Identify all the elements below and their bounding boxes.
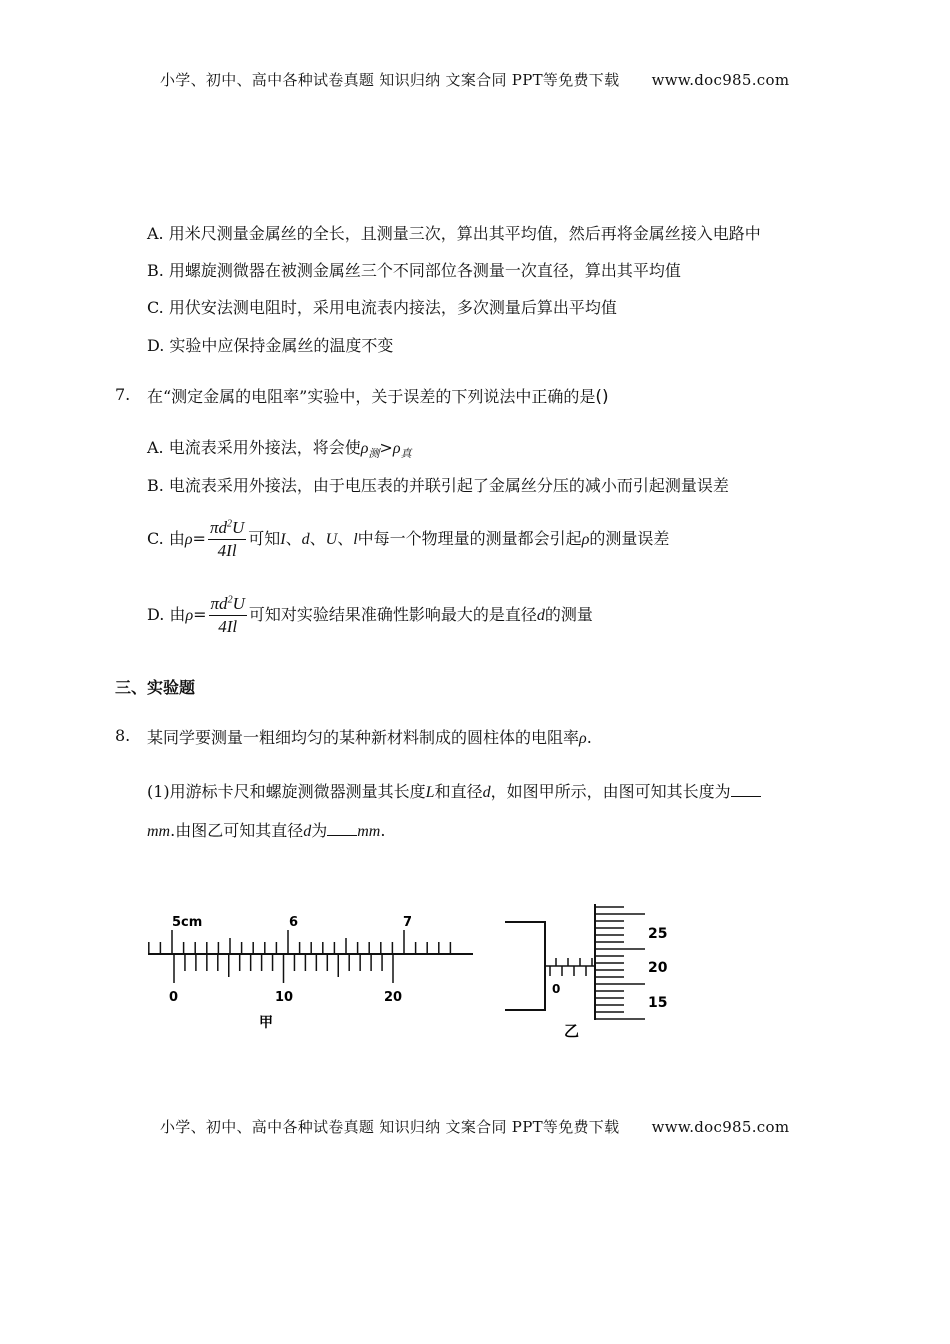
rho-symbol: ρ	[185, 607, 194, 624]
q7-option-d	[147, 594, 593, 637]
thimble-label-20: 20	[648, 960, 668, 976]
q7-option-c	[147, 518, 669, 561]
sleeve-ticks	[550, 958, 592, 976]
q7-option-c-text-3: 的测量误差	[589, 529, 670, 548]
unit-mm: mm	[147, 823, 171, 840]
var-d: d	[303, 823, 312, 840]
rho-symbol: ρ	[392, 440, 401, 457]
q8-part1-text-b: 和直径	[434, 782, 483, 801]
figure-caption-jia: 甲	[259, 1015, 273, 1031]
rho-symbol: ρ	[579, 730, 587, 747]
sleeve-label-0: 0	[552, 982, 561, 996]
page-header	[160, 69, 789, 90]
q8-stem	[147, 725, 592, 748]
q8-number: 8.	[115, 726, 131, 745]
rho-symbol: ρ	[581, 531, 590, 548]
main-label-7: 7	[403, 915, 413, 930]
q7-option-a-text: A. 电流表采用外接法，将会使	[147, 438, 361, 457]
period: .	[586, 728, 592, 747]
formula-exponent: 2	[226, 518, 232, 530]
var-d: d	[301, 531, 310, 548]
period: .	[380, 821, 386, 840]
answer-blank-diameter[interactable]	[327, 821, 357, 836]
thimble-label-25: 25	[648, 926, 668, 942]
subscript-true: 真	[400, 447, 412, 460]
rho-symbol: ρ	[184, 531, 193, 548]
main-label-5cm: 5cm	[172, 915, 203, 930]
figure-caption-yi: 乙	[564, 1022, 580, 1040]
q7-option-d-prefix: D. 由	[147, 605, 186, 624]
answer-paren: ()	[595, 387, 609, 407]
q8-part1-line1	[147, 779, 761, 802]
q8-stem-text: 某同学要测量一粗细均匀的某种新材料制成的圆柱体的电阻率	[147, 728, 580, 747]
main-scale-ticks	[149, 930, 451, 954]
q8-part1-text-d: .由图乙可知其直径	[170, 821, 304, 840]
q8-part1-text-a: (1)用游标卡尺和螺旋测微器测量其长度	[147, 782, 426, 801]
q8-part1-text-c: ，如图甲所示，由图可知其长度为	[490, 782, 731, 801]
q7-option-c-text-2: 中每一个物理量的测量都会引起	[357, 529, 582, 548]
footer-site-link[interactable]: www.doc985.com	[651, 1118, 790, 1136]
q7-option-c-text-1: 可知	[248, 529, 281, 548]
var-d: d	[482, 784, 491, 801]
thimble-label-15: 15	[648, 995, 668, 1011]
q6-option-c: C. 用伏安法测电阻时，采用电流表内接法，多次测量后算出平均值	[147, 298, 617, 317]
q7-stem-text: 在“测定金属的电阻率”实验中，关于误差的下列说法中正确的是	[147, 387, 596, 406]
section-title: 三、实验题	[115, 678, 196, 697]
formula-denominator: 4Il	[217, 541, 237, 560]
q6-option-d: D. 实验中应保持金属丝的温度不变	[147, 336, 394, 355]
q8-part1-text-e: 为	[311, 821, 328, 840]
equals-sign: =	[192, 529, 206, 548]
var-l: l	[353, 531, 358, 548]
unit-mm: mm	[357, 823, 381, 840]
q7-option-d-text-2: 的测量	[544, 605, 593, 624]
equals-sign: =	[193, 605, 207, 624]
separator: 、	[285, 529, 302, 548]
greater-than: >	[379, 438, 393, 457]
vernier-scale-ticks	[174, 954, 393, 983]
separator: 、	[309, 529, 326, 548]
var-d: d	[536, 607, 545, 624]
q7-stem	[147, 384, 609, 407]
formula-numerator-u: U	[231, 518, 245, 537]
formula-numerator: πd	[210, 594, 228, 613]
vernier-caliper-figure	[145, 905, 480, 1040]
main-label-6: 6	[289, 915, 299, 930]
micrometer-frame	[505, 922, 545, 1010]
header-site-link[interactable]: www.doc985.com	[651, 71, 790, 89]
q6-option-a: A. 用米尺测量金属丝的全长，且测量三次，算出其平均值，然后再将金属丝接入电路中	[147, 224, 761, 243]
vernier-label-0: 0	[169, 990, 179, 1005]
var-L: L	[425, 784, 435, 801]
q7-number: 7.	[115, 385, 131, 404]
thimble-ticks	[595, 907, 645, 1019]
resistivity-formula	[209, 594, 247, 637]
formula-denominator: 4Il	[218, 617, 238, 636]
resistivity-formula	[208, 518, 246, 561]
rho-symbol: ρ	[360, 440, 369, 457]
page-footer	[160, 1116, 789, 1137]
q6-option-b: B. 用螺旋测微器在被测金属丝三个不同部位各测量一次直径，算出其平均值	[147, 261, 681, 280]
vernier-label-20: 20	[384, 990, 403, 1005]
q7-option-d-text: 可知对实验结果准确性影响最大的是直径	[248, 605, 537, 624]
answer-blank-length[interactable]	[731, 782, 761, 797]
vernier-label-10: 10	[275, 990, 294, 1005]
formula-exponent: 2	[227, 594, 233, 606]
footer-text: 小学、初中、高中各种试卷真题 知识归纳 文案合同 PPT等免费下载	[160, 1118, 620, 1136]
micrometer-figure	[500, 898, 680, 1043]
separator: 、	[337, 529, 354, 548]
q7-option-b: B. 电流表采用外接法，由于电压表的并联引起了金属丝分压的减小而引起测量误差	[147, 476, 729, 495]
formula-numerator: πd	[209, 518, 227, 537]
var-I: I	[280, 531, 286, 548]
q7-option-a	[147, 435, 412, 461]
var-U: U	[325, 531, 338, 548]
header-text: 小学、初中、高中各种试卷真题 知识归纳 文案合同 PPT等免费下载	[160, 71, 620, 89]
subscript-measured: 测	[368, 447, 380, 460]
q8-part1-line2	[147, 818, 385, 841]
formula-numerator-u: U	[232, 594, 245, 613]
q7-option-c-prefix: C. 由	[147, 529, 185, 548]
